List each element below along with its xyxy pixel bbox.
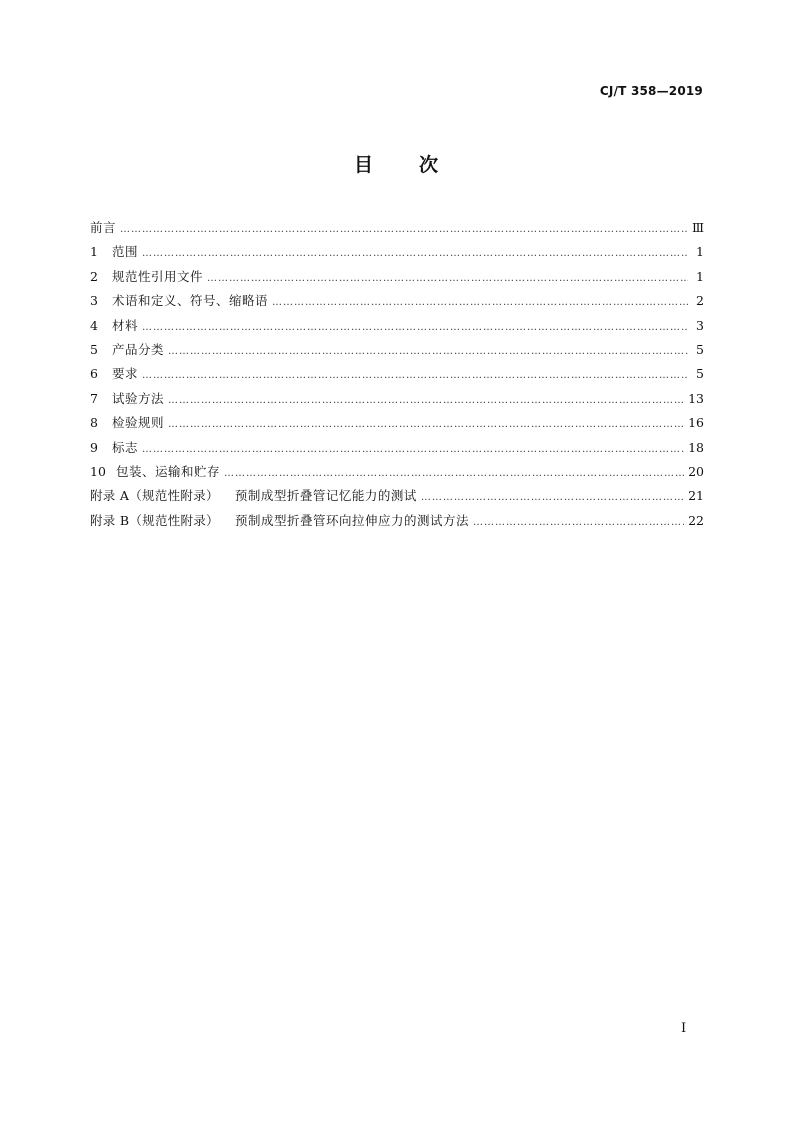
toc-entry-number: 2 (90, 268, 98, 284)
toc-appendix-label: 附录 B（规范性附录） (90, 512, 219, 528)
title-char-1: 目 (353, 154, 375, 176)
toc-entry-6[interactable] (90, 362, 704, 386)
toc-leader-dots (168, 413, 684, 437)
page-number: I (681, 1021, 687, 1036)
toc-entry-page: 1 (696, 244, 704, 260)
toc-leader-dots (207, 267, 688, 291)
toc-leader-dots (120, 218, 688, 242)
toc-entry-text: 产品分类 (112, 341, 165, 357)
toc-entry-text: 预制成型折叠管环向拉伸应力的测试方法 (234, 512, 469, 528)
toc-entry-page: 13 (688, 390, 704, 406)
toc-leader-dots (168, 389, 684, 413)
toc-leader-dots (224, 462, 684, 486)
toc-leader-dots (142, 438, 684, 462)
toc-entry-page: 21 (688, 488, 704, 504)
toc-entry-text: 材料 (112, 317, 139, 333)
toc-entry-9[interactable] (90, 436, 704, 460)
toc-entry-text: 预制成型折叠管记忆能力的测试 (234, 488, 417, 504)
toc-entry-number: 5 (90, 341, 98, 357)
toc-entry-number: 8 (90, 415, 98, 431)
toc-entry-page: 2 (696, 293, 704, 309)
toc-entry-page: 5 (696, 366, 704, 382)
toc-entry-text: 前言 (90, 220, 117, 235)
toc-entry-8[interactable] (90, 411, 704, 435)
toc-entry-number: 1 (90, 244, 98, 260)
toc-entry-number: 4 (90, 317, 98, 333)
toc-entry-appendix-b[interactable] (90, 509, 704, 533)
toc-entry-page: 20 (688, 463, 704, 479)
toc-entry-10[interactable] (90, 460, 704, 484)
toc-entry-text: 试验方法 (112, 390, 165, 406)
toc-entry-text: 范围 (112, 244, 139, 260)
toc-entry-number: 3 (90, 293, 98, 309)
toc-entry-3[interactable] (90, 289, 704, 313)
toc-entry-text: 术语和定义、符号、缩略语 (112, 293, 269, 309)
toc-appendix-label: 附录 A（规范性附录） (90, 488, 219, 504)
toc-leader-dots (473, 511, 684, 535)
toc-entry-page: 1 (696, 268, 704, 284)
toc-entry-text: 标志 (112, 439, 139, 455)
toc-entry-text: 包装、运输和贮存 (116, 463, 221, 479)
toc-leader-dots (168, 340, 688, 364)
toc-entry-foreword[interactable] (90, 216, 704, 240)
toc-entry-text: 检验规则 (112, 415, 165, 431)
toc-entry-page: 5 (696, 341, 704, 357)
standard-code: CJ/T 358—2019 (599, 84, 703, 98)
toc-entry-text: 要求 (112, 366, 139, 382)
toc-entry-text: 规范性引用文件 (112, 268, 204, 284)
toc-entry-number: 7 (90, 390, 98, 406)
toc-entry-5[interactable] (90, 338, 704, 362)
toc-leader-dots (142, 242, 688, 266)
toc-entry-page: 16 (688, 415, 704, 431)
page-title (0, 150, 794, 177)
toc-entry-number: 10 (90, 463, 106, 479)
toc-leader-dots (272, 291, 688, 315)
table-of-contents (90, 216, 704, 533)
toc-entry-number: 6 (90, 366, 98, 382)
toc-entry-1[interactable] (90, 240, 704, 264)
toc-entry-appendix-a[interactable] (90, 484, 704, 508)
toc-entry-2[interactable] (90, 265, 704, 289)
title-char-2: 次 (419, 154, 441, 176)
toc-leader-dots (142, 316, 688, 340)
toc-entry-page: 18 (688, 439, 704, 455)
toc-leader-dots (142, 364, 688, 388)
toc-entry-7[interactable] (90, 387, 704, 411)
toc-entry-4[interactable] (90, 314, 704, 338)
toc-leader-dots (421, 486, 684, 510)
toc-entry-page: Ⅲ (691, 220, 704, 235)
toc-entry-page: 22 (688, 512, 704, 528)
toc-entry-page: 3 (696, 317, 704, 333)
toc-entry-number: 9 (90, 439, 98, 455)
